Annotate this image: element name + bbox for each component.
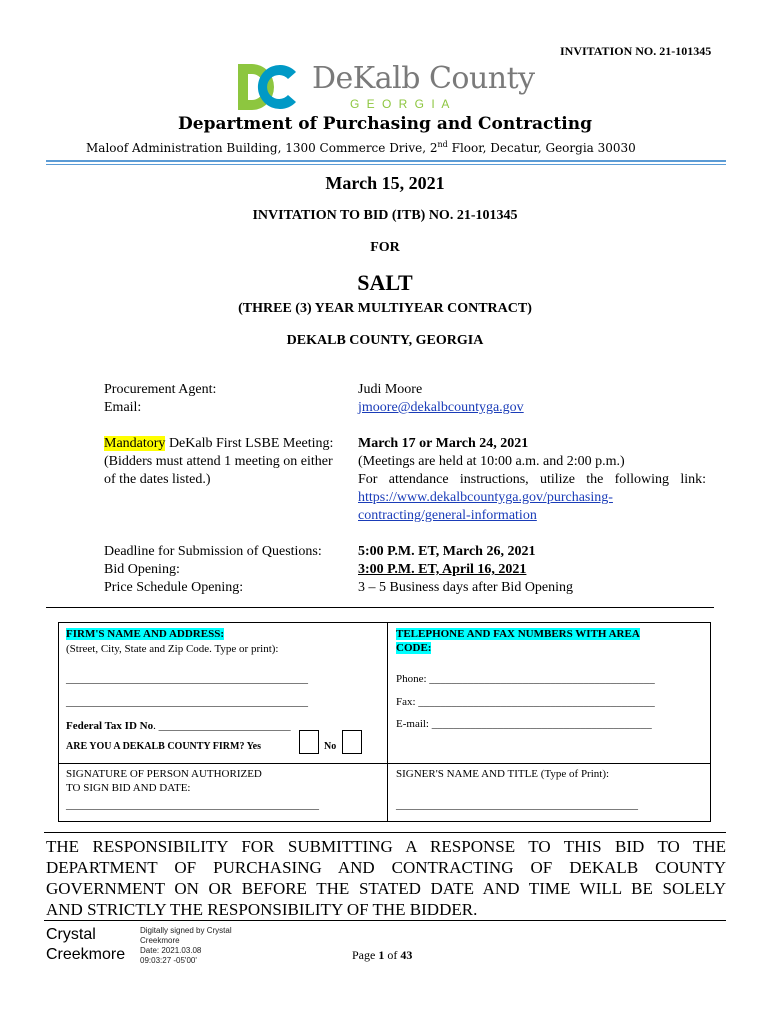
firm-address-line2[interactable]: ____________________________________________ <box>66 696 308 708</box>
email-label: Email: <box>104 400 142 415</box>
agent-value: Judi Moore <box>358 382 423 397</box>
meeting-label: Mandatory DeKalb First LSBE Meeting: <box>104 436 334 451</box>
meeting-dates: March 17 or March 24, 2021 <box>358 436 529 451</box>
price-opening-value: 3 – 5 Business days after Bid Opening <box>358 580 574 595</box>
signature-metadata: Digitally signed by Crystal Creekmore Date: 2021.03.08 09:03:27 -05'00' <box>140 926 232 965</box>
firm-name-hint: (Street, City, State and Zip Code. Type or print): <box>66 643 279 655</box>
section-divider <box>46 607 714 608</box>
fax-field[interactable]: Fax: ___________________________________________ <box>396 696 655 708</box>
deadline-label: Deadline for Submission of Questions: <box>104 544 322 559</box>
department-address: Maloof Administration Building, 1300 Commerce Drive, 2nd Floor, Decatur, Georgia 30030 <box>86 140 636 155</box>
phone-fax-label-2: CODE: <box>396 642 432 654</box>
form-row-divider <box>58 763 710 764</box>
meeting-times: (Meetings are held at 10:00 a.m. and 2:00 p.m.) <box>358 454 625 469</box>
meeting-label-line3: of the dates listed.) <box>104 472 211 487</box>
signature-field[interactable]: ______________________________________________ <box>66 799 319 811</box>
county-name: DEKALB COUNTY, GEORGIA <box>286 333 484 348</box>
responsibility-statement: THE RESPONSIBILITY FOR SUBMITTING A RESPONSE TO THIS BID TO THE DEPARTMENT OF PURCHASING AND CONTRACTING OF DEKALB COUNTY GOVERNMENT ON OR BEFORE THE STATED DATE AND TIME WILL BE SOLELY AND STRICTLY THE RESPONSIBILITY OF THE BIDDER. <box>46 837 726 919</box>
agent-email-link[interactable]: jmoore@dekalbcountyga.gov <box>358 400 524 415</box>
meeting-link[interactable]: https://www.dekalbcountyga.gov/purchasing- <box>358 490 613 505</box>
bid-opening-value: 3:00 P.M. ET, April 16, 2021 <box>358 562 527 577</box>
meeting-instructions: For attendance instructions, utilize the following link: <box>358 472 706 487</box>
email-field[interactable]: E-mail: ________________________________________ <box>396 718 652 730</box>
no-label: No <box>324 741 337 752</box>
for-label: FOR <box>370 240 400 255</box>
statement-bottom-rule <box>44 920 726 921</box>
contract-term: (THREE (3) YEAR MULTIYEAR CONTRACT) <box>238 301 532 316</box>
signer-name-label: SIGNER'S NAME AND TITLE (Type of Print): <box>396 768 610 780</box>
bid-opening-label: Bid Opening: <box>104 562 180 577</box>
page-number: Page 1 of 43 <box>352 948 413 962</box>
meeting-link-cont[interactable]: contracting/general-information <box>358 508 537 523</box>
deadline-value: 5:00 P.M. ET, March 26, 2021 <box>358 544 536 559</box>
signature-name: Crystal Creekmore <box>46 926 126 963</box>
meeting-label-line2: (Bidders must attend 1 meeting on either <box>104 454 333 469</box>
logo-subtext: G E O R G I A <box>350 97 452 111</box>
form-col-divider <box>387 622 388 821</box>
dekalb-firm-question: ARE YOU A DEKALB COUNTY FIRM? Yes <box>66 741 262 752</box>
header-rule-thin <box>46 164 726 165</box>
signer-name-field[interactable]: ____________________________________________ <box>396 799 638 811</box>
signature-label: SIGNATURE OF PERSON AUTHORIZED <box>66 768 262 780</box>
dekalb-firm-yes-checkbox[interactable] <box>299 730 319 754</box>
firm-name-label: FIRM'S NAME AND ADDRESS: <box>66 628 224 640</box>
statement-top-rule <box>44 832 726 833</box>
phone-field[interactable]: Phone: _________________________________________ <box>396 673 655 685</box>
price-opening-label: Price Schedule Opening: <box>104 580 244 595</box>
tax-id-field[interactable]: Federal Tax ID No. ________________________ <box>66 720 291 732</box>
header-rule <box>46 160 726 162</box>
agent-label: Procurement Agent: <box>104 382 217 397</box>
document-date: March 15, 2021 <box>325 173 445 193</box>
dekalb-logo-icon <box>236 62 300 112</box>
invitation-number: INVITATION NO. 21-101345 <box>560 44 712 58</box>
firm-address-line1[interactable]: ____________________________________________ <box>66 673 308 685</box>
phone-fax-label: TELEPHONE AND FAX NUMBERS WITH AREA <box>396 628 640 640</box>
signature-label-2: TO SIGN BID AND DATE: <box>66 782 191 794</box>
department-title: Department of Purchasing and Contracting <box>178 114 592 134</box>
dekalb-firm-no-checkbox[interactable] <box>342 730 362 754</box>
itb-title: INVITATION TO BID (ITB) NO. 21-101345 <box>252 208 518 223</box>
logo-text: DeKalb County <box>312 61 535 96</box>
bid-item: SALT <box>357 270 413 295</box>
